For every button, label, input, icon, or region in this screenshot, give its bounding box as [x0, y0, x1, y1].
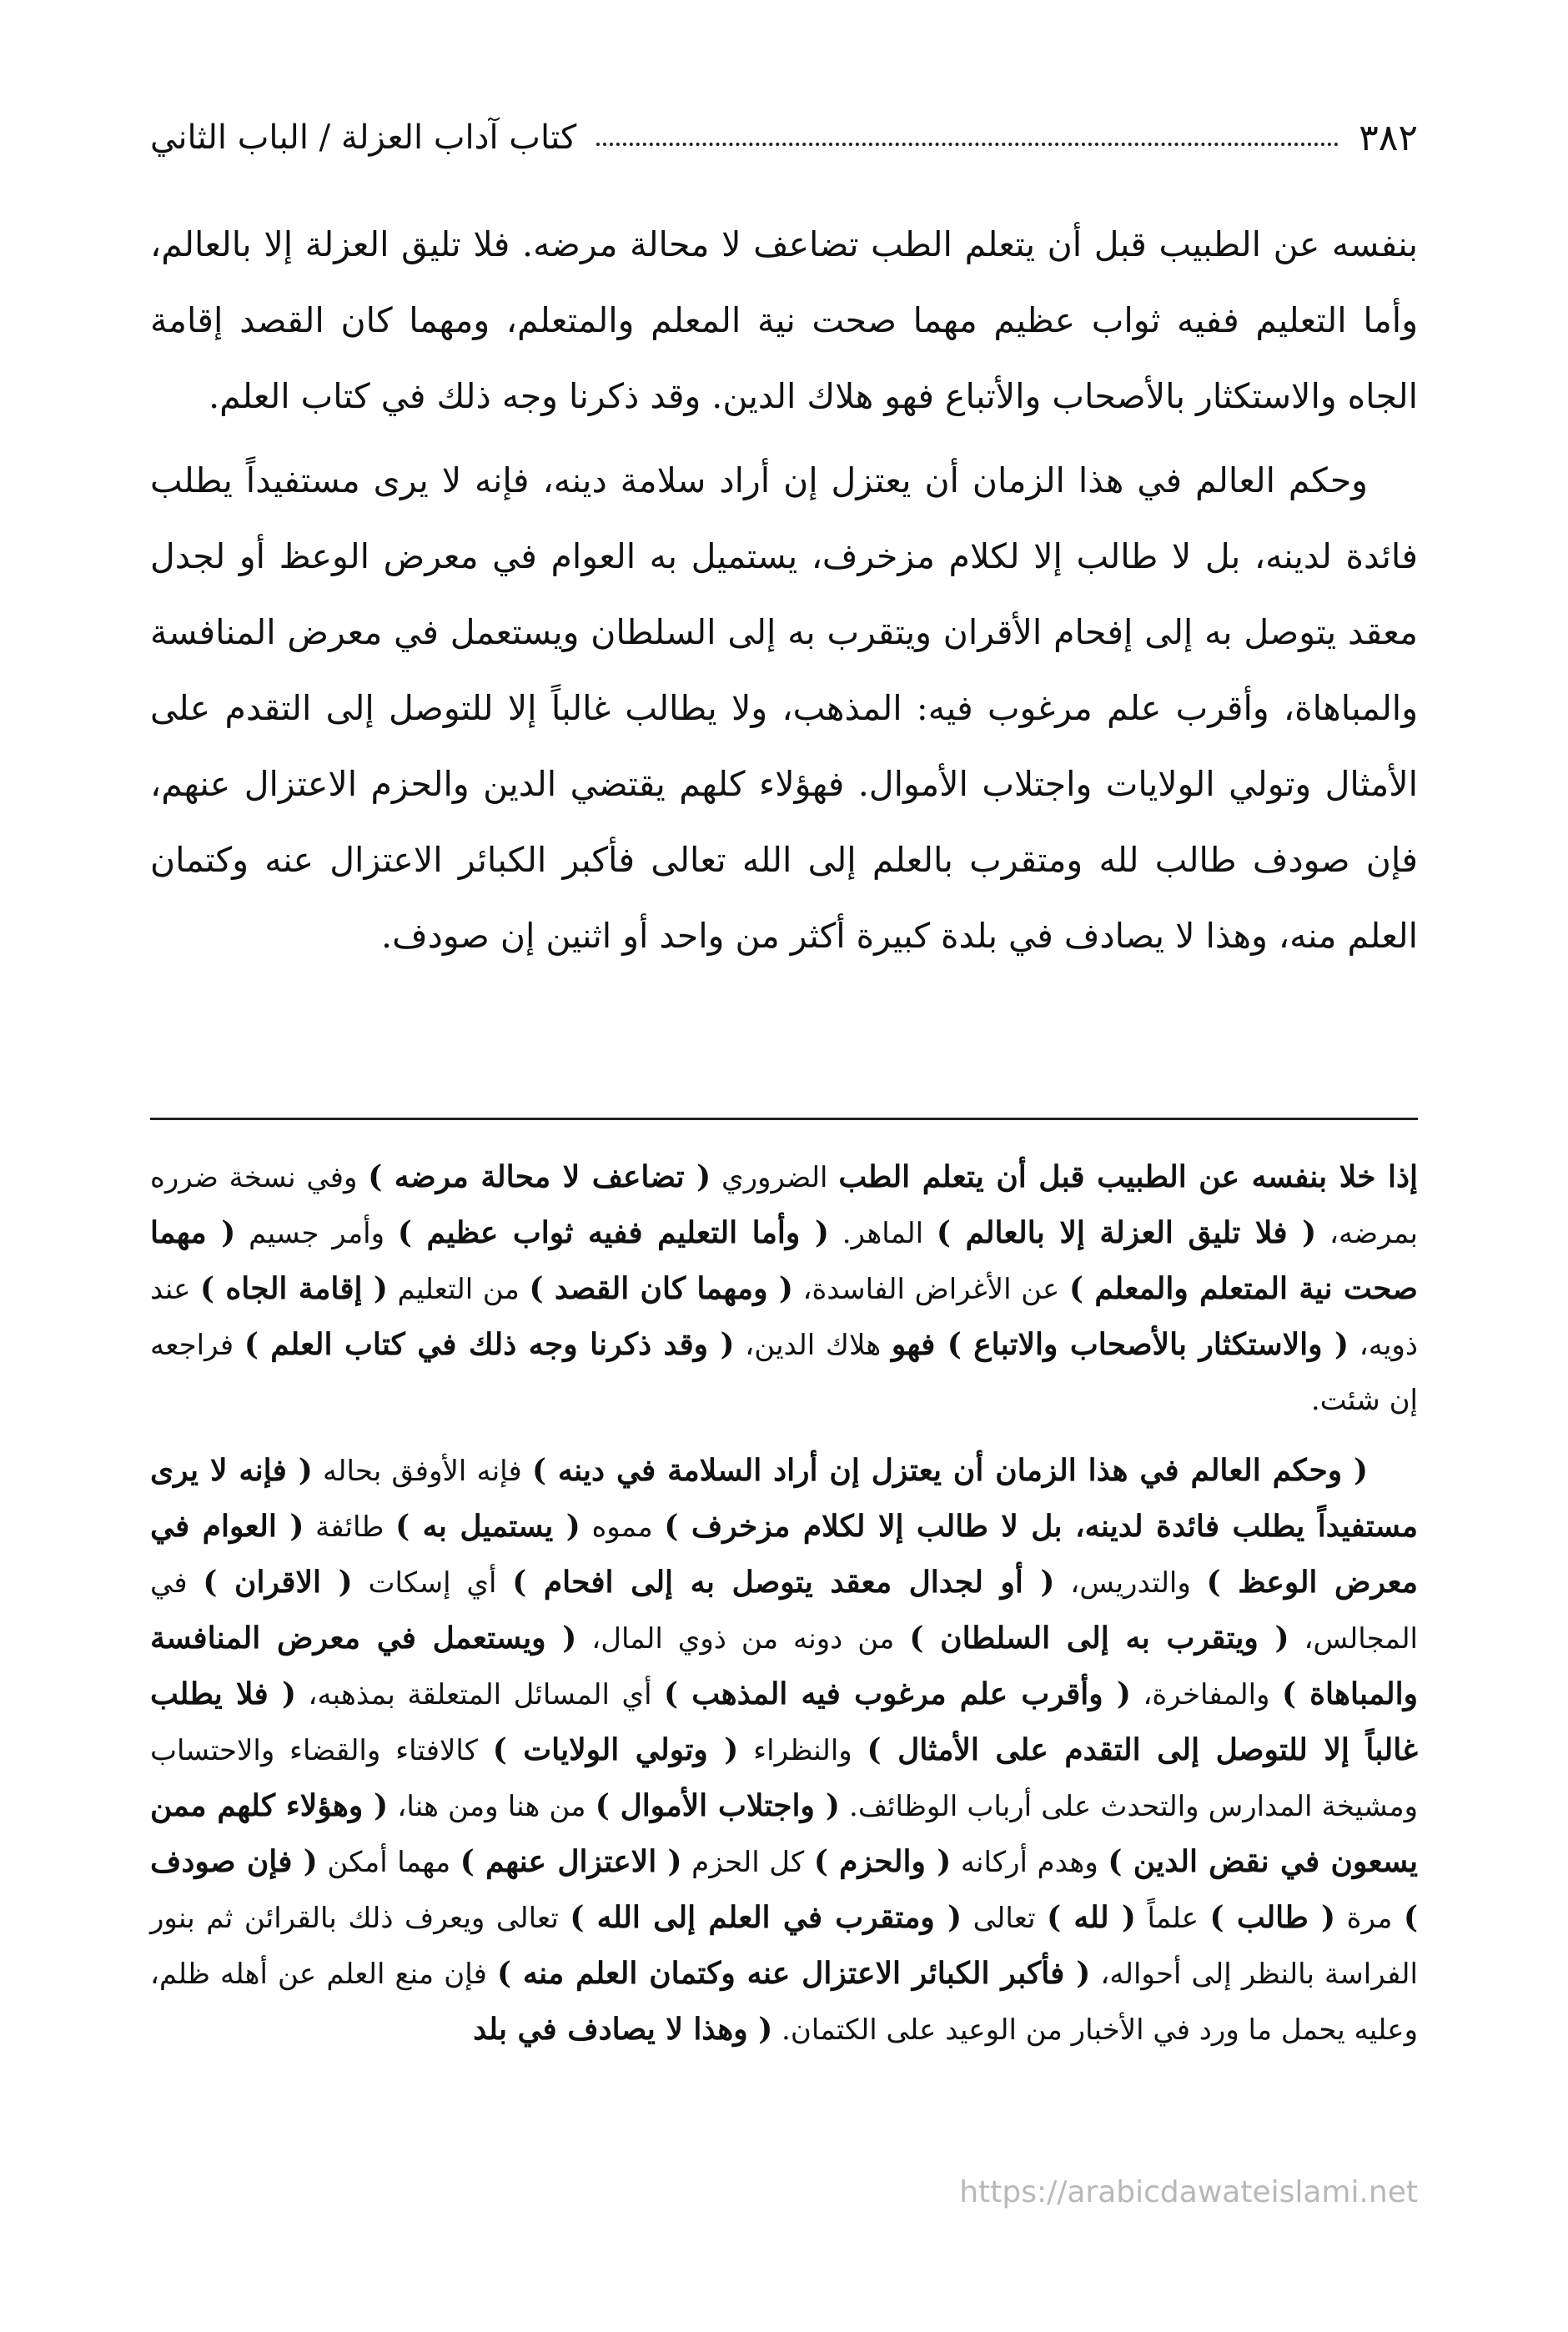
quoted-matn-segment: ( وحكم العالم في هذا الزمان أن يعتزل إن أراد السلامة في دينه ) — [531, 1453, 1368, 1488]
quoted-matn-segment: ( وتولي الولايات ) — [492, 1732, 739, 1767]
running-title: كتاب آداب العزلة / الباب الثاني — [150, 118, 577, 157]
commentary-paragraph-1 — [150, 1149, 1418, 1428]
commentary-segment: مموه — [580, 1510, 665, 1544]
footnote-separator — [150, 1118, 1418, 1120]
commentary-segment: وأمر جسيم — [235, 1217, 398, 1250]
commentary-segment: والتدريس، — [1054, 1566, 1207, 1600]
quoted-matn-segment: ( فإن صودف ) — [150, 1844, 1419, 1935]
quoted-matn-segment: ( طالب ) — [1209, 1900, 1336, 1935]
commentary-segment: فإنه الأوفق بحاله — [312, 1455, 532, 1488]
commentary-segment: الضروري — [711, 1161, 839, 1194]
page-number: ٣٨٢ — [1359, 116, 1418, 159]
quoted-matn-segment: ( والحزم ) — [813, 1844, 952, 1879]
quoted-matn-segment: ( فلا تليق العزلة إلا بالعالم ) — [936, 1215, 1317, 1250]
commentary-segment: والمفاخرة، — [1130, 1678, 1282, 1711]
main-paragraph-2: وحكم العالم في هذا الزمان أن يعتزل إن أراد سلامة دينه، فإنه لا يرى مستفيداً يطلب فائدة لدينه، بل لا طالب إلا لكلام مزخرف، يستميل به العوام في معرض الوعظ أو لجدل معقد يتوصل به إلى إفحام الأقران ويتقرب به إلى السلطان ويستعمل في معرض المنافسة والمباهاة، وأقرب علم مرغوب فيه: المذهب، ولا يطالب غالباً إلا للتوصل إلى التقدم على الأمثال وتولي الولايات واجتلاب الأموال. فهؤلاء كلهم يقتضي الدين والحزم الاعتزال عنهم، فإن صودف طالب لله ومتقرب بالعلم إلى الله تعالى فأكبر الكبائر الاعتزال عنه وكتمان العلم منه، وهذا لا يصادف في بلدة كبيرة أكثر من واحد أو اثنين إن صودف. — [150, 460, 1418, 956]
commentary-segment: وهدم أركانه — [951, 1846, 1108, 1879]
commentary-segment: مهما أمكن — [317, 1846, 460, 1879]
commentary-segment: الماهر. — [828, 1217, 937, 1250]
watermark-url: https://arabicdawateislami.net — [959, 2175, 1418, 2209]
commentary-segment: أي المسائل المتعلقة بمذهبه، — [295, 1678, 665, 1711]
quoted-matn-segment: ( ويتقرب به إلى السلطان ) — [909, 1621, 1289, 1656]
commentary-segment: أي إسكات — [352, 1566, 513, 1600]
quoted-matn-segment: ( وهذا لا يصادف في بلد — [473, 2012, 773, 2047]
quoted-matn-segment: ( ومهما كان القصد ) — [529, 1271, 793, 1306]
commentary-segment: هلاك الدين، — [734, 1329, 892, 1362]
page-header — [150, 108, 1418, 167]
commentary-segment: طائفة — [304, 1510, 396, 1544]
quoted-matn-segment: ( فإنه لا يرى مستفيداً يطلب فائدة لدينه، بل لا طالب إلا لكلام مزخرف ) — [150, 1453, 1418, 1544]
quoted-matn-segment: ( وقد ذكرنا وجه ذلك في كتاب العلم ) — [244, 1327, 735, 1362]
commentary-segment: في المجالس، — [150, 1566, 1418, 1656]
quoted-matn-segment: ( إقامة الجاه ) — [200, 1271, 388, 1306]
commentary-segment: عند ذويه، — [150, 1273, 1418, 1362]
quoted-matn-segment: ( أو لجدال معقد يتوصل به إلى افحام ) — [512, 1565, 1055, 1600]
commentary-segment: عن الأغراض الفاسدة، — [792, 1273, 1069, 1306]
quoted-matn-segment: ( العوام في معرض الوعظ ) — [150, 1509, 1419, 1600]
commentary-segment: كالافتاء والقضاء والاحتساب ومشيخة المدارس والتحدث على أرباب الوظائف. — [150, 1734, 1418, 1823]
quoted-matn-segment: ( ويستعمل في معرض المنافسة والمباهاة ) — [150, 1621, 1418, 1711]
commentary-segment: تعالى — [962, 1902, 1048, 1935]
commentary-segment: فراجعه إن شئت. — [150, 1329, 1418, 1417]
header-dot-leader — [596, 143, 1339, 146]
commentary-segment: والنظراء — [738, 1734, 867, 1767]
quoted-matn-segment: ( وهؤلاء كلهم ممن يسعون في نقض الدين ) — [150, 1788, 1419, 1879]
commentary-segment: كل الحزم — [681, 1846, 814, 1879]
commentary-segment: من هنا ومن هنا، — [388, 1790, 596, 1823]
quoted-matn-segment: ( واجتلاب الأموال ) — [595, 1788, 840, 1823]
main-text — [150, 207, 1418, 974]
quoted-matn-segment: ( فأكبر الكبائر الاعتزال عنه وكتمان العلم منه ) — [496, 1956, 1091, 1991]
quoted-matn-segment: ( الاقران ) — [203, 1565, 353, 1600]
commentary-segment: علماً — [1135, 1902, 1210, 1935]
quoted-matn-segment: ( يستميل به ) — [395, 1509, 580, 1544]
quoted-matn-segment: ( والاستكثار بالأصحاب والاتباع ) فهو — [891, 1327, 1349, 1362]
quoted-matn-segment: ( وأقرب علم مرغوب فيه المذهب ) — [664, 1676, 1131, 1711]
commentary-paragraph-2 — [150, 1443, 1418, 2058]
quoted-matn-segment: ( ومتقرب في العلم إلى الله ) — [570, 1900, 962, 1935]
commentary-segment: من التعليم — [387, 1273, 530, 1306]
quoted-matn-segment: ( وأما التعليم ففيه ثواب عظيم ) — [397, 1215, 829, 1250]
quoted-matn-segment: إذا خلا بنفسه عن الطبيب قبل أن يتعلم الطب — [838, 1159, 1419, 1194]
quoted-matn-segment: ( لله ) — [1047, 1900, 1136, 1935]
commentary-segment: وفي نسخة ضرره بمرضه، — [150, 1161, 1418, 1250]
commentary-segment: فإن منع العلم عن أهله ظلم، وعليه يحمل ما ورد في الأخبار من الوعيد على الكتمان. — [150, 1958, 1418, 2047]
quoted-matn-segment: ( فلا يطلب غالباً إلا للتوصل إلى التقدم على الأمثال ) — [150, 1676, 1418, 1767]
quoted-matn-segment: ( الاعتزال عنهم ) — [460, 1844, 682, 1879]
commentary-segment: تعالى ويعرف ذلك بالقرائن ثم بنور الفراسة بالنظر إلى أحواله، — [150, 1902, 1418, 1991]
commentary-segment: من دونه من ذوي المال، — [576, 1622, 910, 1656]
quoted-matn-segment: ( مهما صحت نية المتعلم والمعلم ) — [150, 1215, 1418, 1306]
commentary — [150, 1149, 1418, 2058]
commentary-segment: مرة — [1335, 1902, 1404, 1935]
quoted-matn-segment: ( تضاعف لا محالة مرضه ) — [368, 1159, 711, 1194]
main-paragraph-1: بنفسه عن الطبيب قبل أن يتعلم الطب تضاعف لا محالة مرضه. فلا تليق العزلة إلا بالعالم، وأما التعليم ففيه ثواب عظيم مهما صحت نية المعلم والمتعلم، ومهما كان القصد إقامة الجاه والاستكثار بالأصحاب والأتباع فهو هلاك الدين. وقد ذكرنا وجه ذلك في كتاب العلم. — [150, 224, 1418, 416]
